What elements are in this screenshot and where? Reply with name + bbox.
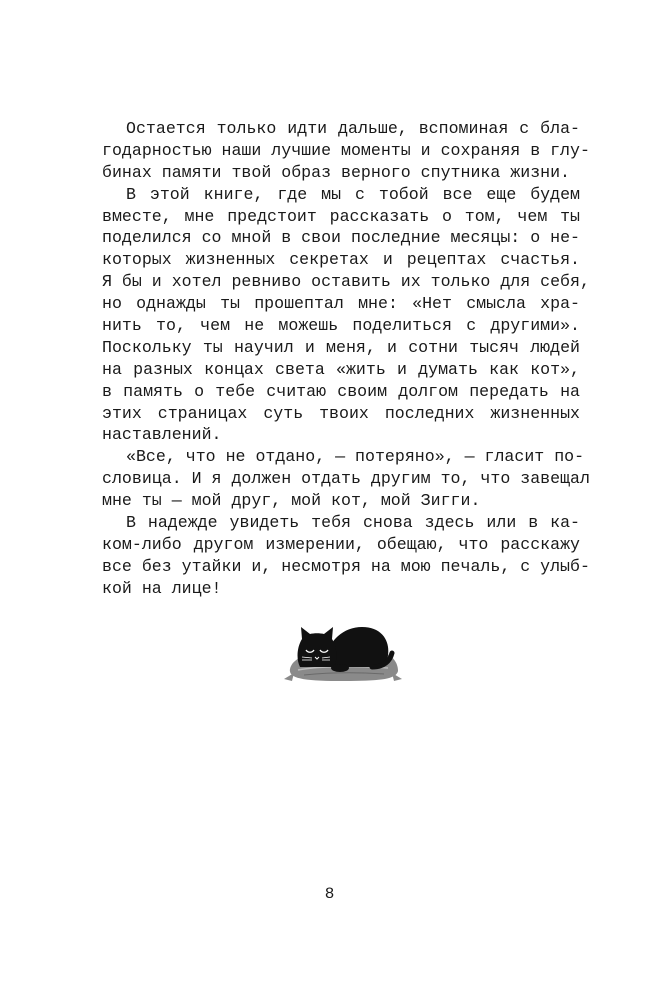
text-line: этих страницах суть твоих последних жизненных [102,403,580,423]
body-text [102,118,590,600]
text-line: которых жизненных секретах и рецептах счастья. [102,250,580,270]
text-line: нить то, чем не можешь поделиться с другими». [102,316,580,336]
text-line: вместе, мне предстоит рассказать о том, чем ты [102,206,580,226]
text-line: на разных концах света «жить и думать как кот», [102,359,580,379]
text-line: Поскольку ты научил и меня, и сотни тысяч людей [102,337,580,357]
text-line: В надежде увидеть тебя снова здесь или в ка- [126,513,580,533]
text-line: Я бы и хотел ревниво оставить их только для себя, [102,272,590,292]
text-line: мне ты — мой друг, мой кот, мой Зигги. [102,491,481,511]
text-line: бинах памяти твой образ верного спутника жизни. [102,162,571,182]
text-line: кой на лице! [102,578,222,598]
text-line: словица. И я должен отдать другим то, что завещал [102,469,590,489]
text-line: наставлений. [102,425,222,445]
text-line: «Все, что не отдано, — потеряно», — гласит по- [126,447,585,467]
text-line: годарностью наши лучшие моменты и сохраняя в глу- [102,140,590,160]
sleeping-cat-on-cushion-icon [284,617,402,685]
cat-silhouette-icon [298,627,392,672]
text-line: В этой книге, где мы с тобой все еще будем [126,184,580,204]
page-number: 8 [324,885,335,903]
text-line: в память о тебе считаю своим долгом передать на [102,381,580,401]
text-line: все без утайки и, несмотря на мою печаль, с улыб- [102,556,590,576]
text-line: но однажды ты прошептал мне: «Нет смысла хра- [102,294,580,314]
text-line: ком-либо другом измерении, обещаю, что расскажу [102,534,580,554]
text-line: поделился со мной в свои последние месяцы: о не- [102,228,580,248]
text-line: Остается только идти дальше, вспоминая с бла- [126,119,580,138]
